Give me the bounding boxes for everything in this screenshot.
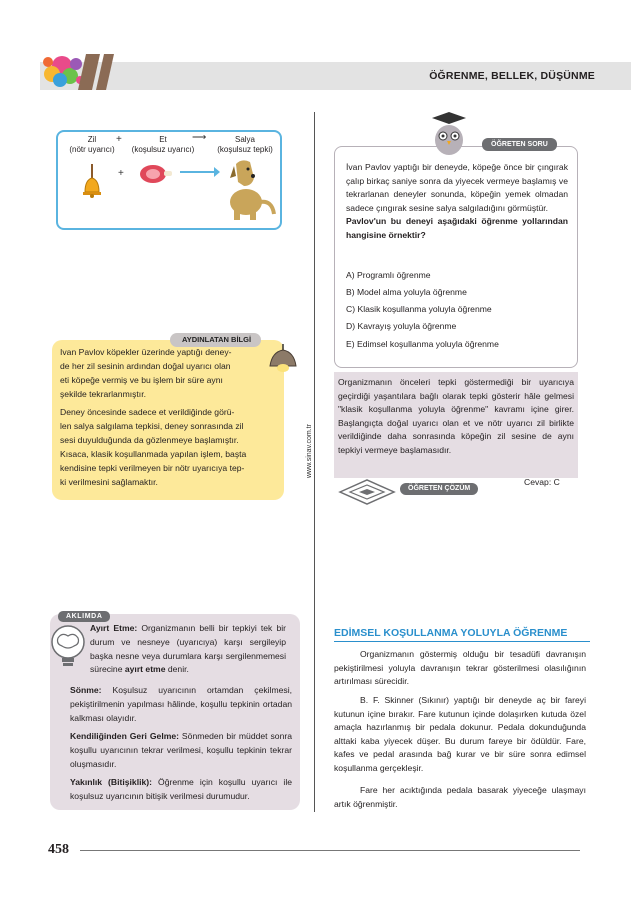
option-a: A) Programlı öğrenme bbox=[346, 270, 431, 280]
right-arrow-icon bbox=[180, 166, 220, 178]
lamp-icon bbox=[266, 344, 300, 374]
option-d: D) Kavrayış yoluyla öğrenme bbox=[346, 321, 457, 331]
meat-label: Et (koşulsuz uyarıcı) bbox=[131, 135, 195, 154]
option-e: E) Edimsel koşullanma yoluyla öğrenme bbox=[346, 339, 499, 349]
info-line-8: Kısaca, klasik koşullanmada yapılan işlem, başta bbox=[60, 449, 247, 459]
yakinlik-para: Yakınlık (Bitişiklik): Öğrenme için koşullu uyarıcı ile koşulsuz uyarıcının bitişik verilmesi durumudur. bbox=[70, 777, 293, 801]
info-line-1: Ivan Pavlov köpekler üzerinde yaptığı deney- bbox=[60, 347, 232, 357]
maze-icon bbox=[336, 478, 398, 508]
plus-sign: + bbox=[116, 134, 122, 145]
section-paragraph-3: Fare her acıktığında pedala basarak yiyeceğe ulaşmayı artık öğrenmiştir. bbox=[334, 785, 586, 809]
geri-gelme-para: Kendiliğinden Geri Gelme: Sönmeden bir müddet sonra koşullu uyarıcının tekrar verilmesi, koşullu tepkinin tekrar oluşmasıdır. bbox=[70, 731, 292, 769]
dog-icon bbox=[222, 156, 278, 222]
info-tag: AYDINLATAN BİLGİ bbox=[170, 333, 261, 347]
solution-tag: ÖĞRETEN ÇÖZÜM bbox=[400, 483, 478, 495]
info-line-9: kendisine tepki verilmeyen bir nötr uyarıcıya tep- bbox=[60, 463, 245, 473]
side-url: www.sinav.com.tr bbox=[306, 424, 313, 478]
info-line-7: sesi duyulduğunda da gözlenmeye başlamıştır. bbox=[60, 435, 239, 445]
section-title: EDİMSEL KOŞULLANMA YOLUYLA ÖĞRENME bbox=[334, 627, 568, 639]
column-divider bbox=[314, 112, 315, 812]
brain-bulb-icon bbox=[48, 624, 88, 670]
option-b: B) Model alma yoluyla öğrenme bbox=[346, 287, 467, 297]
section-underline bbox=[334, 641, 590, 642]
arrow-sign: ⟶ bbox=[192, 132, 207, 143]
info-line-3: eti köpeğe vermiş ve bu işlem bir süre aynı bbox=[60, 375, 223, 385]
header-title: ÖĞRENME, BELLEK, DÜŞÜNME bbox=[429, 70, 595, 82]
question-tag: ÖĞRETEN SORU bbox=[482, 138, 557, 151]
question-stem: İvan Pavlov yaptığı bir deneyde, köpeğe önce bir çıngırak çalıp birkaç saniye sonra da yiyecek vermeye başlamış ve tekrarlanan deneyler sonunda, köpeğin yemek olmadan sadece çıngırak sesine salya salgıladığını görmüştür. Pavlov'un bu deneyi aşağıdaki öğrenme yollarından hangisine örnektir? bbox=[346, 162, 568, 240]
info-line-6: len salya salgılama tepkisi, deney sonrasında zil bbox=[60, 421, 244, 431]
saliva-label: Salya (koşulsuz tepki) bbox=[217, 135, 273, 154]
brain-splash-logo bbox=[34, 46, 124, 98]
owl-teacher-icon bbox=[424, 110, 474, 158]
option-c: C) Klasik koşullanma yoluyla öğrenme bbox=[346, 304, 492, 314]
info-line-2: de her zil sesinin ardından doğal uyarıcı olan bbox=[60, 361, 231, 371]
footer-line bbox=[80, 850, 580, 851]
answer-label: Cevap: C bbox=[524, 477, 560, 487]
bell-label: Zil (nötr uyarıcı) bbox=[69, 135, 115, 154]
ayirt-etme-para: Ayırt Etme: Organizmanın belli bir tepkiyi tek bir durum ve nesneye (uyarıcıya) karşı sergileyip başka nesne veya durumlara karşı sergilenmemesi sürecine ayırt etme denir. bbox=[90, 623, 286, 675]
meat-icon bbox=[138, 162, 174, 186]
sonme-para: Sönme: Koşulsuz uyarıcının ortamdan çekilmesi, pekiştirilmenin yapılması hâlinde, koşullu tepkinin ortadan kalkması olayıdır. bbox=[70, 685, 292, 723]
solution-text: Organizmanın önceleri tepki göstermediği bir uyarıcıya geçirdiği yaşantılara bağlı olarak tepki gösterir hâle gelmesi "klasik koşullanma yoluyla öğrenme" kavramı içine girer. Başlangıçta doğal uyarıcı olan et ve nötr uyarıcı zil birlikte verildiğinde daha sonrasında köpeğin zil sesine de aynı tepkiyi vermeye başlamasıdır. bbox=[338, 377, 574, 455]
section-paragraph-2: B. F. Skinner (Sıkınır) yaptığı bir deneyde aç bir fareyi kutunun içine bırakır. Fare kutunun içinde dolaşırken kutuda özel amaçla hazırlanmış bir pedala dokunur. Pedala dokunduğunda alttaki kaba yiyecek düşer. Bu durum fareye bir ödüldür. Fare, kafes ve pedal arasında bağ kurar ve bir süre sonra edimsel koşullanma gerçekleşir. bbox=[334, 695, 586, 773]
plus-sign-2: + bbox=[118, 168, 124, 179]
info-line-5: Deney öncesinde sadece et verildiğinde görü- bbox=[60, 407, 235, 417]
section-paragraph-1: Organizmanın göstermiş olduğu bir tesadüfi davranışın pekiştirilmesi yoluyla davranışın tekrar gösterilmesi olasılığının artırılması sürecidir. bbox=[334, 649, 586, 687]
aklimda-tag: AKLIMDA bbox=[58, 611, 110, 622]
bell-icon bbox=[80, 164, 104, 198]
page-number: 458 bbox=[48, 842, 69, 857]
info-line-4: şekilde tekrarlanmıştır. bbox=[60, 389, 146, 399]
info-line-10: ki verilmesini sağlamaktır. bbox=[60, 477, 158, 487]
